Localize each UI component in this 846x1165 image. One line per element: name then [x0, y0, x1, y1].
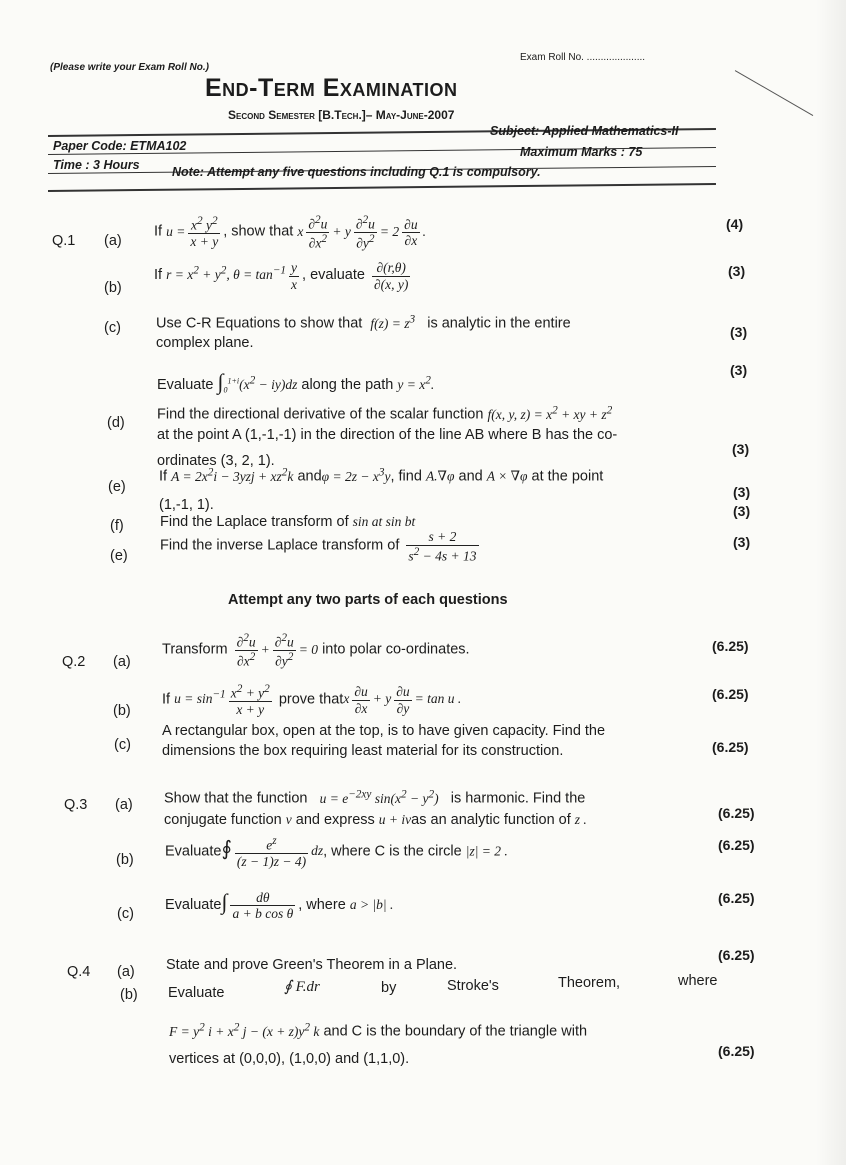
question-number: Q.2: [62, 654, 86, 670]
q3a-text5: as an analytic function of: [411, 812, 571, 828]
marks: (3): [728, 263, 746, 279]
q1e-scalar: $\varphi = 2z - x^3y$: [321, 466, 391, 484]
part-label: (d): [107, 415, 125, 431]
q1b-evaluate: , evaluate: [302, 267, 365, 284]
marks: (3): [730, 324, 748, 340]
semester-line: Second Semester [B.Tech.]– May-June-2007: [228, 108, 455, 122]
q1c-path: $y = x^2$.: [397, 374, 435, 392]
exam-title: End-Term Examination: [205, 74, 458, 102]
part-label: (a): [113, 654, 131, 670]
marks: (3): [732, 441, 750, 457]
q3c-tail: , where: [298, 897, 346, 913]
q1a-equation: u = $\frac{x^2 y^2}{x + y}$: [166, 215, 219, 250]
marks: (3): [733, 503, 751, 519]
q1e-lead: If: [159, 468, 168, 485]
q2b-prove: prove that: [278, 691, 344, 708]
q2a-lead: Transform: [162, 641, 228, 658]
q2b-function: $u = \sin^{-1}$ $\frac{x^2 + y^2}{x + y}$: [174, 683, 270, 718]
q1e-line1: [159, 466, 603, 485]
q3c-line: [165, 889, 393, 922]
q1e-at: at the point: [531, 468, 604, 485]
q2b-line: [162, 683, 461, 718]
q3a-v: v: [285, 812, 292, 827]
q1f-line: [160, 514, 415, 530]
q3b-integral: ∮ $\frac{e^z}{(z - 1)z - 4)}$ dz: [221, 835, 324, 870]
q3b-tail: , where C is the circle: [323, 843, 462, 860]
marks: (6.25): [712, 739, 749, 755]
marks: (6.25): [712, 638, 749, 654]
marks: (3): [733, 484, 751, 500]
q4b-evaluate: Evaluate: [168, 985, 225, 1001]
q4a-text: State and prove Green's Theorem in a Plane.: [166, 957, 458, 973]
part-label: (e): [108, 479, 126, 495]
marks: (6.25): [718, 837, 755, 853]
q1e-line2: (1,-1, 1).: [159, 497, 214, 513]
q4b-by: by: [381, 980, 397, 996]
q1g-line: [160, 529, 482, 564]
q3b-line: [165, 835, 508, 870]
q2c-line1: A rectangular box, open at the top, is to have given capacity. Find the: [162, 723, 606, 739]
q1b-lead: If: [154, 267, 163, 284]
section-heading: Attempt any two parts of each questions: [228, 592, 508, 608]
q1e-vector: $A = 2x^2i - 3yzj + xz^2k$: [171, 466, 294, 484]
q1c-line1: [156, 313, 571, 332]
q1c-text1: Use C-R Equations to show that: [156, 315, 363, 332]
q3b-circle: |z| = 2 .: [465, 843, 508, 859]
marks: (6.25): [718, 947, 755, 963]
q4b-text1: and C is the boundary of the triangle with: [323, 1023, 588, 1040]
instruction-note: Note: Attempt any five questions including Q.1 is compulsory.: [172, 165, 541, 179]
part-label: (b): [104, 280, 122, 296]
q1e-and2: and: [458, 468, 483, 485]
part-label: (a): [117, 964, 135, 980]
q1g-text: Find the inverse Laplace transform of: [160, 537, 400, 554]
q3a-z: z .: [574, 812, 587, 827]
q2a-line: [162, 632, 470, 669]
marks: (3): [730, 362, 748, 378]
q4b-theorem: Theorem,: [558, 975, 621, 991]
q1c-integral: $\int_0^{1+i}(x^2 - iy)dz$: [217, 369, 298, 395]
q4b-field: $F = y^2$ $i + x^2$ $j - (x + z)y^2$ k: [169, 1021, 320, 1039]
paper-code: Paper Code: ETMA102: [53, 139, 187, 153]
marks: (4): [726, 216, 744, 232]
time-limit: Time : 3 Hours: [53, 158, 140, 172]
q1d-function: f(x, y, $z) = x^2$ + xy + $z^2$: [487, 404, 613, 422]
q1f-text: Find the Laplace transform of: [160, 514, 349, 530]
q1b-equation: $r = x^2 + y^2$, $\theta = \tan^{-1}$ $\frac{y}{x}$: [166, 260, 298, 292]
q1c-line2: complex plane.: [156, 335, 254, 351]
q1a-text: [154, 214, 426, 251]
q1b-jacobian: $\frac{\partial(r,\theta)}{\partial(x, y)}$: [373, 260, 409, 292]
q1g-function: $\frac{s + 2}{s^2 - 4s + 13}$: [408, 529, 477, 564]
question-number: Q.4: [67, 964, 91, 980]
q1e-and: and: [297, 468, 322, 485]
q1c-along: along the path: [301, 377, 394, 393]
q1c-evaluate: Evaluate: [157, 377, 214, 393]
q1e-cross: A × ∇φ: [486, 468, 528, 484]
subject: Subject: Applied Mathematics-II: [490, 124, 679, 138]
header-rule-bottom: [48, 183, 716, 191]
q2a-equation: $\frac{\partial^2u}{\partial x^2}$ + $\frac{\partial^2u}{\partial y^2}$ = 0: [236, 632, 319, 669]
q4b-integral: ∮ F.dr: [284, 979, 320, 995]
q1d-line2: at the point A (1,-1,-1) in the direction of the line AB where B has the co-: [157, 427, 618, 443]
q3a-text2: is harmonic. Find the: [450, 790, 586, 807]
marks: (6.25): [718, 890, 755, 906]
q3a-function: $u = e^{-2xy}$ $\sin(x^2 - y^2)$: [319, 788, 439, 806]
q1d-line1: [157, 404, 612, 423]
q3a-line1: [164, 788, 585, 807]
marks: (3): [733, 534, 751, 550]
maximum-marks: Maximum Marks : 75: [520, 145, 643, 159]
q2b-lead: If: [162, 691, 171, 708]
q1f-function: sin at sin bt: [352, 514, 416, 529]
question-number: Q.1: [52, 233, 76, 249]
q1a-lead: If: [154, 223, 163, 240]
q1e-find: , find: [390, 468, 422, 485]
scan-edge-shadow: [816, 0, 846, 1165]
q1c-function: $f(z) = z^3$: [370, 313, 416, 331]
q3a-line2: [164, 812, 587, 828]
part-label: (f): [110, 518, 124, 534]
marks: (6.25): [718, 805, 755, 821]
q2a-tail: into polar co-ordinates.: [322, 641, 470, 658]
part-label: (e): [110, 548, 128, 564]
q3a-text4: and express: [295, 812, 375, 828]
part-label: (a): [115, 797, 133, 813]
q1a-identity: x $\frac{\partial^2u}{\partial x^2}$ + y $\frac{\partial^2u}{\partial y^2}$ = 2 $\frac{\partial u}{\partial x}$ .: [297, 214, 426, 251]
q3c-integral: ∫ $\frac{d\theta}{\text{a + b cos θ}}$: [221, 889, 294, 922]
part-label: (b): [116, 852, 134, 868]
q3b-lead: Evaluate: [165, 843, 222, 860]
part-label: (b): [120, 987, 138, 1003]
part-label: (c): [104, 320, 121, 336]
q2c-line2: dimensions the box requiring least material for its construction.: [162, 743, 564, 759]
q4b-where: where: [678, 973, 718, 989]
q3c-lead: Evaluate: [165, 897, 222, 913]
marks: (6.25): [718, 1043, 755, 1059]
q3a-uiv: u + iv: [378, 812, 412, 827]
q1b-text: [154, 260, 413, 292]
q1c-line3: [157, 369, 434, 395]
q1a-show: , show that: [223, 223, 294, 240]
part-label: (a): [104, 233, 122, 249]
q3c-condition: a > |b| .: [349, 897, 394, 912]
q1d-text1: Find the directional derivative of the scalar function: [157, 406, 484, 423]
question-number: Q.3: [64, 797, 88, 813]
q4b-line2: [169, 1021, 587, 1040]
q3a-text1: Show that the function: [164, 790, 308, 807]
q1c-text2: is analytic in the entire: [427, 315, 571, 332]
q4b-line3: vertices at (0,0,0), (1,0,0) and (1,1,0).: [169, 1051, 410, 1067]
marks: (6.25): [712, 686, 749, 702]
part-label: (c): [114, 737, 131, 753]
roll-number-prompt: (Please write your Exam Roll No.): [50, 62, 209, 73]
q3a-text3: conjugate function: [164, 812, 282, 828]
q1d-line3: ordinates (3, 2, 1).: [157, 453, 275, 469]
q1e-dot: A.∇φ: [425, 468, 455, 484]
part-label: (c): [117, 906, 134, 922]
exam-roll-field: Exam Roll No. .....................: [520, 52, 646, 63]
part-label: (b): [113, 703, 131, 719]
q4b-strokes: Stroke's: [447, 978, 499, 994]
q2b-identity: x $\frac{\partial u}{\partial x}$ + y $\frac{\partial u}{\partial y}$ = tan u .: [343, 684, 462, 716]
scan-mark: [735, 70, 814, 116]
